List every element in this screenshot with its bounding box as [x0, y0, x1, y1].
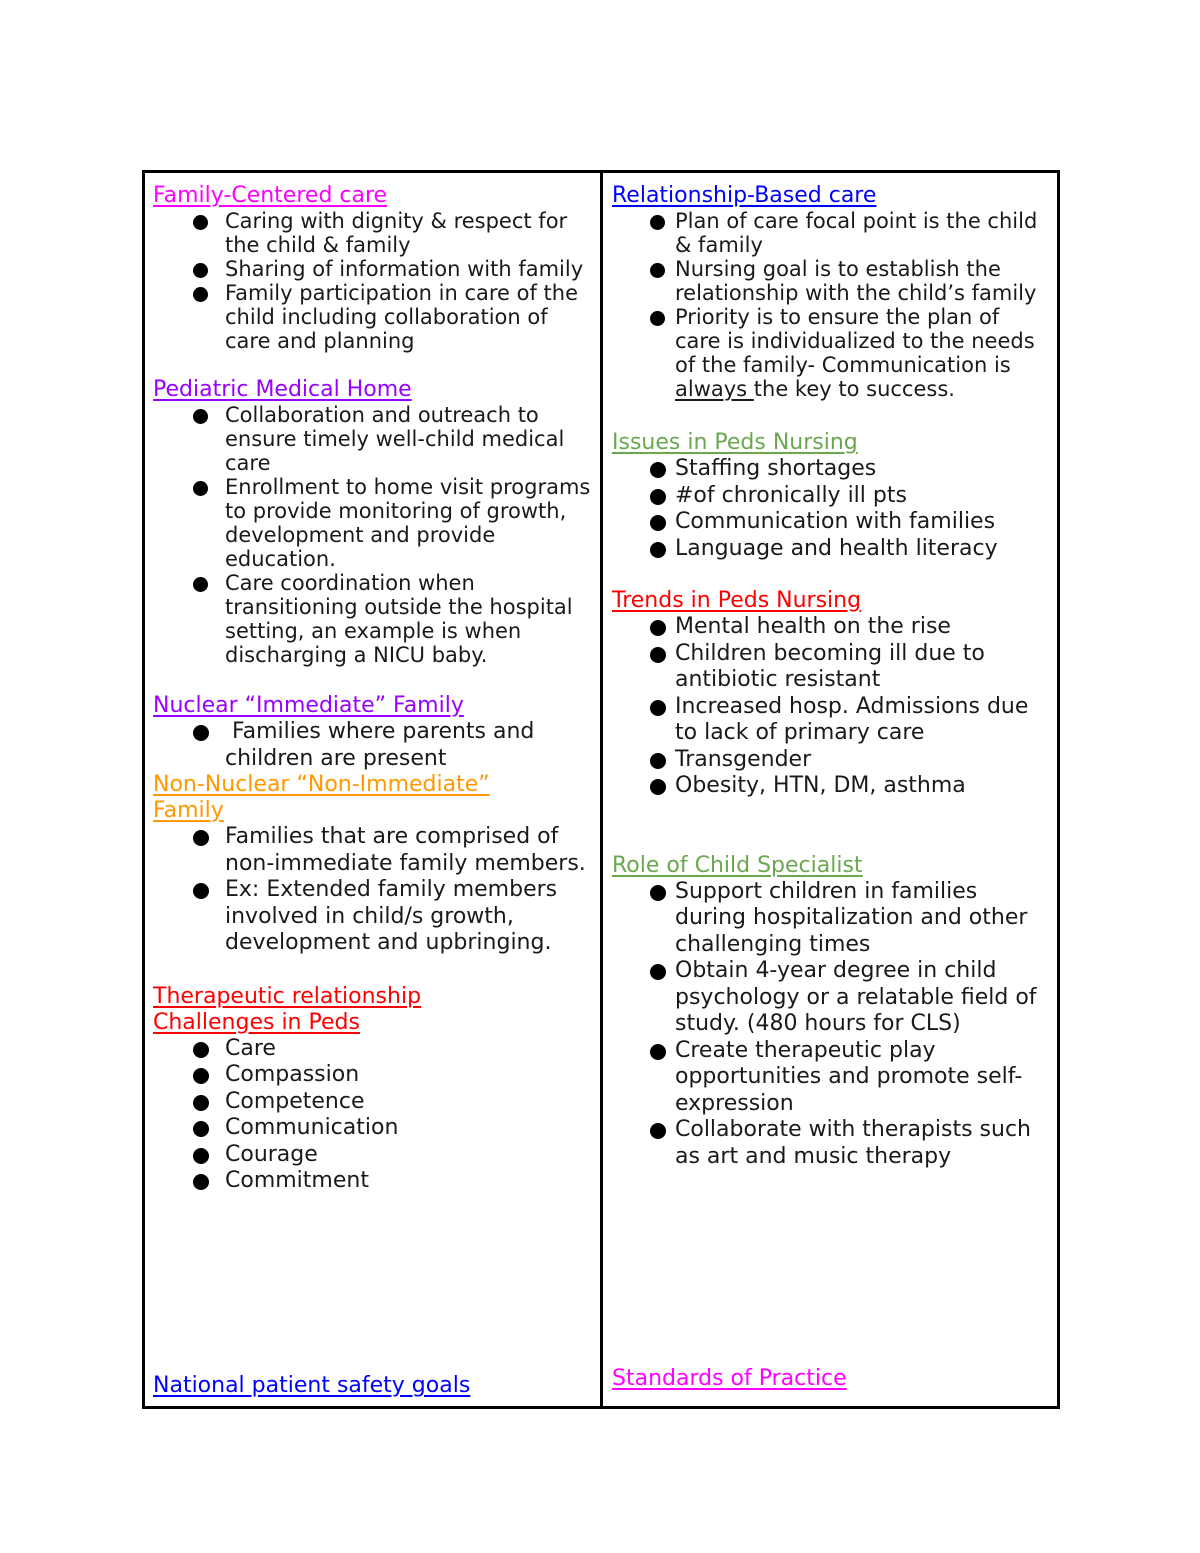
nuclear-family-list	[153, 719, 594, 772]
bullet-icon	[193, 830, 209, 846]
non-nuclear-heading-line2: Family	[153, 798, 224, 823]
list-item: Collaborate with therapists such as art and music therapy	[612, 1117, 1049, 1170]
child-specialist-list	[612, 879, 1049, 1171]
list-item: Staffing shortages	[612, 456, 1049, 483]
list-item: Competence	[153, 1089, 594, 1116]
bullet-icon	[193, 1042, 209, 1058]
bullet-icon	[650, 263, 665, 278]
issues-list	[612, 456, 1049, 562]
issues-heading: Issues in Peds Nursing	[612, 430, 858, 455]
bullet-icon	[193, 1148, 209, 1164]
list-item: Care	[153, 1036, 594, 1063]
list-item: Obesity, HTN, DM, asthma	[612, 773, 1049, 800]
list-item: Children becoming ill due to antibiotic resistant	[612, 641, 1049, 694]
family-centered-heading: Family-Centered care	[153, 183, 388, 208]
list-item: Create therapeutic play opportunities and promote self-expression	[612, 1038, 1049, 1118]
standards-heading: Standards of Practice	[612, 1366, 847, 1391]
bullet-icon	[650, 515, 666, 531]
relationship-heading: Relationship-Based care	[612, 183, 877, 208]
list-item: Courage	[153, 1142, 594, 1169]
bullet-icon	[193, 1095, 209, 1111]
bullet-icon	[650, 462, 666, 478]
bullet-icon	[193, 883, 209, 899]
nuclear-family-heading: Nuclear “Immediate” Family	[153, 693, 464, 718]
list-item: Family participation in care of the child including collaboration of care and planning	[153, 281, 594, 353]
child-specialist-heading: Role of Child Specialist	[612, 852, 863, 878]
bullet-icon	[650, 489, 666, 505]
national-goals-heading: National patient safety goals	[153, 1373, 471, 1398]
list-item: #of chronically ill pts	[612, 483, 1049, 510]
list-item: Communication	[153, 1115, 594, 1142]
bullet-icon	[650, 885, 666, 901]
trends-heading: Trends in Peds Nursing	[612, 588, 862, 613]
bullet-icon	[650, 753, 666, 769]
bullet-icon	[650, 779, 666, 795]
bullet-icon	[650, 1123, 666, 1139]
therapeutic-heading-line1: Therapeutic relationship	[153, 983, 422, 1009]
bullet-icon	[650, 311, 665, 326]
family-centered-section	[153, 183, 594, 353]
list-item: Priority is to ensure the plan of care is individualized to the needs of the family- Communication is always the key to success.	[612, 305, 1049, 401]
list-item: Language and health literacy	[612, 536, 1049, 563]
issues-section	[612, 430, 1049, 562]
list-item: Caring with dignity & respect for the child & family	[153, 209, 594, 257]
bullet-icon	[650, 620, 666, 636]
medical-home-section	[153, 377, 594, 667]
list-item: Families where parents and children are present	[153, 719, 594, 772]
bullet-icon	[193, 263, 208, 278]
bullet-icon	[650, 542, 666, 558]
medical-home-heading: Pediatric Medical Home	[153, 377, 412, 402]
list-item: Mental health on the rise	[612, 614, 1049, 641]
list-item: Transgender	[612, 747, 1049, 774]
bullet-icon	[193, 215, 208, 230]
list-item: Families that are comprised of non-immediate family members.	[153, 824, 594, 877]
child-specialist-section	[612, 853, 1049, 1171]
bullet-icon	[193, 725, 209, 741]
trends-section	[612, 588, 1049, 800]
emphasis-text: always	[675, 377, 754, 401]
list-item: Plan of care focal point is the child & family	[612, 209, 1049, 257]
list-item: Care coordination when transitioning outside the hospital setting, an example is when discharging a NICU baby.	[153, 571, 594, 667]
list-item: Ex: Extended family members involved in child/s growth, development and upbringing.	[153, 877, 594, 957]
medical-home-list	[153, 403, 594, 667]
list-item: Sharing of information with family	[153, 257, 594, 281]
bullet-icon	[193, 409, 208, 424]
notes-table	[142, 170, 1060, 1409]
list-item: Collaboration and outreach to ensure timely well-child medical care	[153, 403, 594, 475]
trends-list	[612, 614, 1049, 800]
bullet-icon	[650, 647, 666, 663]
non-nuclear-family-section	[153, 772, 594, 957]
list-item: Support children in families during hospitalization and other challenging times	[612, 879, 1049, 959]
family-centered-list	[153, 209, 594, 353]
non-nuclear-family-list	[153, 824, 594, 957]
relationship-list	[612, 209, 1049, 401]
therapeutic-list	[153, 1036, 594, 1195]
non-nuclear-heading-line1: Non-Nuclear “Non-Immediate”	[153, 772, 490, 797]
nuclear-family-section	[153, 693, 594, 772]
relationship-section	[612, 183, 1049, 401]
list-item: Nursing goal is to establish the relationship with the child’s family	[612, 257, 1049, 305]
bullet-icon	[650, 215, 665, 230]
bullet-icon	[193, 1174, 209, 1190]
bullet-icon	[193, 481, 208, 496]
list-item: Communication with families	[612, 509, 1049, 536]
list-item: Compassion	[153, 1062, 594, 1089]
bullet-icon	[193, 1121, 209, 1137]
bullet-icon	[650, 964, 666, 980]
bullet-icon	[193, 287, 208, 302]
left-column	[145, 173, 603, 1406]
bullet-icon	[650, 700, 666, 716]
right-column	[603, 173, 1057, 1406]
therapeutic-heading-line2: Challenges in Peds	[153, 1009, 360, 1035]
therapeutic-section	[153, 984, 594, 1195]
list-item: Enrollment to home visit programs to provide monitoring of growth, development and provide education.	[153, 475, 594, 571]
list-item: Increased hosp. Admissions due to lack of primary care	[612, 694, 1049, 747]
bullet-icon	[193, 577, 208, 592]
bullet-icon	[193, 1068, 209, 1084]
list-item: Obtain 4-year degree in child psychology or a relatable field of study. (480 hours for CLS)	[612, 958, 1049, 1038]
list-item: Commitment	[153, 1168, 594, 1195]
bullet-icon	[650, 1044, 666, 1060]
